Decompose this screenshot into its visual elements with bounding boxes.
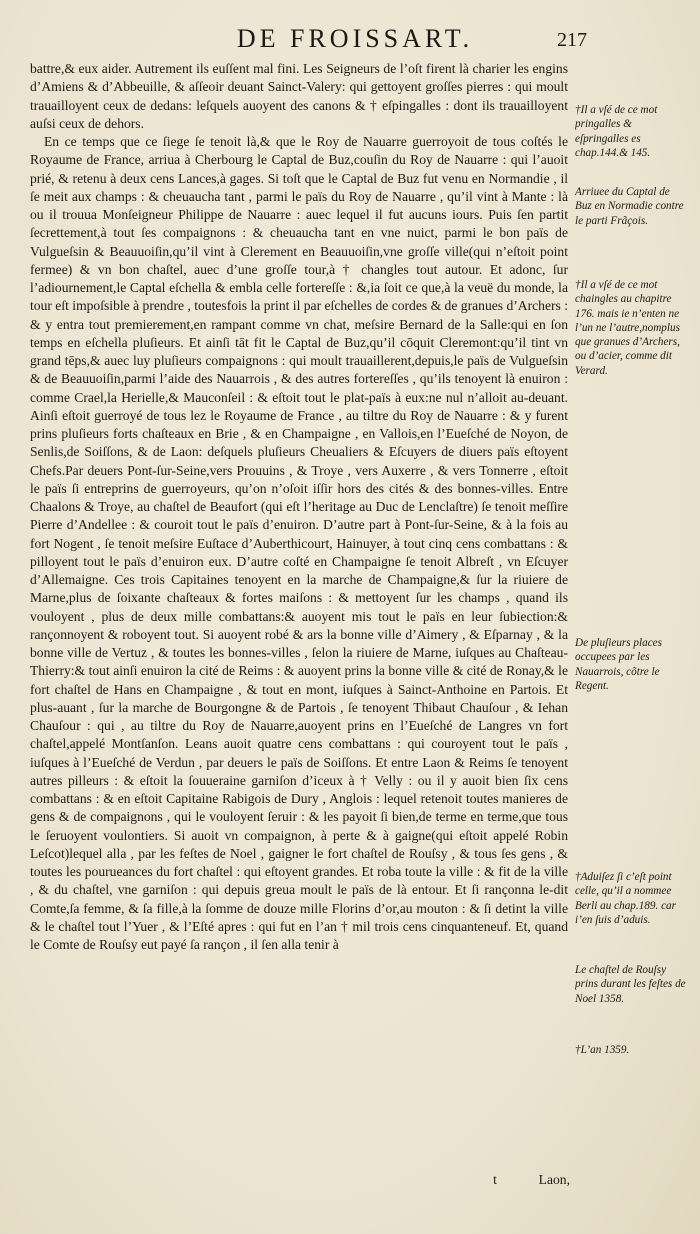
marginal-note-6: Le chaſtel de Rouſsy prins durant les feſtes de Noel 1358.	[575, 964, 686, 1005]
marginal-note-1: †Il a vſé de ce mot pringalles & eſpringalles es chap.144.& 145.	[575, 104, 658, 159]
page-number: 217	[557, 29, 587, 51]
paragraph-2: En ce temps que ce ſiege ſe tenoit là,& que le Roy de Nauarre guerroyoit de tous coſtés le Royaume de France, arriua à Cherbourg le Captal de Buz,couſin du Roy de Nauarre : qui l’auoit prié, & retenu à deux cens Lances,à gages. Si toſt que le Captal de Buz fut venu en Normandie , il ſe meit aux champs : & cheuaucha tant , parmi le païs du Roy de Nauarre , qu’il vint à Mante : là ou il trouua Monſeigneur Philippe de Nauarre : auec lequel il fut aucuns iours. Puis ſen partit ſecrettement,à tout ſes compaignons : & cheuaucha tant en vne nuict, parmi le bon païs de Vulgueſsin & Beauuoiſin,qu’il vint à Clerement en Beauuoiſin,vne groſſe ville(qui n’eſtoit point fermee) & vn bon chaſtel, auec d’une groſſe tour,à † changles tout autour. Et adonc, ſur l’adiournement,le Captal eſchella & embla celle fortereſſe : &,ia ſoit ce que,à la veuë du monde, la tour eſt impoſsible à prendre , toutesfois la print il par eſchelles de cordes & de granues d’Archers : & y entra tout premierement,en rampant comme vn chat, meſsire Bernard de la Salle:qui en ſon temps en eſchella pluſieurs. Et ainſi tāt fit le Captal de Buz,qu’il cōquit Cleremont:qu’il tint vn grand tēps,& auec luy pluſieurs compaignons : qui moult trauaillerent,depuis,le païs de Vulgueſsin & de Beauuoiſin,parmi l’aide des Nauarrois , & des autres fortereſſes , qu’ils tenoyent là enuiron : comme Crael,la Herielle,& Mauconſeil : & eſtoit tout le plat-païs à eux:ne nul n’alloit au-deuant. Ainſi eſtoit guerroyé de tous lez le Royaume de France , au tiltre du Roy de Nauarre : & y furent prins pluſieurs forts chaſteaux en Brie , & en Champaigne , en Vallois,en l’Eueſché de Noyon, de Senlis,de Soiſſons, & de Laon: deſquels pluſieurs Cheualiers & Eſcuyers de diuers païs eſtoyent Chefs.Par deuers Pont-ſur-Seine,vers Prouuins , & Troye , vers Auxerre , & vers Tonnerre , eſtoit le païs ſi entreprins de guerroyeurs, qu’on n’oſoit iſſir hors des cités & des bonnes-villes. Entre Chaalons & Troye, au chaſtel de Beaufort (qui eſt l’heritage au Duc de Lenclaſtre) ſe tenoit meſſire Pierre d’Andellee : & couroit tout le païs d’enuiron. D’autre part à Pont-ſur-Seine, & à la fois au fort Nogent , ſe tenoit meſsire Euſtace d’Auberthicourt, Hainuyer, à tout cinq cens combattans : & pilloyent tout le païs d’enuiron eux. D’autre coſté en Champaigne ſe tenoit Albreſt , vn Eſcuyer d’Allemaigne. Ces trois Capitaines tenoyent en la marche de Champaigne,& ſur la riuiere de Marne,plus de ſoixante chaſteaux & fortes maiſons : & mettoyent ſur les champs , quand ils vouloyent , plus de deux mille combattans:& auoyent mis tout le païs en leur ſubiection:& rançonnoyent & roboyent tout. Si auoyent robé & ars la bonne ville d’Aimery , & Eſparnay , & la bonne ville de Vertuz , & toutes les bonnes-villes , ſelon la riuiere de Marne, iuſques au Chaſteau-Thierry:& tout ainſi enuiron la cité de Reims : & auoyent prins la bonne ville & cité de Ronay,& le fort chaſtel de Hans en Champaigne , & tout en mont, iuſques à Sainct-Anthoine en Partois. Et plus-auant , ſur la marche de Bourgongne & de Partois , ſe tenoyent Thibaut Chauſour , & Iehan Chauſour : qui , au tiltre du Roy de Nauarre,auoyent prins en l’Eueſché de Langres vn fort chaſtel,appelé Montſanſon. Leans auoit quatre cens combattans : qui couroyent tout le païs , iuſques à l’Eueſché de Verdun , par deuers le païs de Soiſſons. Et entre Laon & Reims ſe tenoyent autres pilleurs : & eſtoit la ſouueraine garniſon d’iceux à † Velly : ou il y auoit bien ſix cens combattans : & en eſtoit Capitaine Rabigois de Dury , Anglois : lequel retenoit toutes manieres de gens & de compaignons , qui le vouloyent ſeruir : & les payoit ſi bien,de terme en terme,que tous le ſeruoyent voulontiers. Si auoit vn compaignon, à perte & à gaigne(qui eſtoit appelé Robin Leſcot)lequel alla , par les feſtes de Noel , gaigner le fort chaſtel de Rouſsy , & tous ſes gens , & toutes les pourueances du fort chaſtel : qui eſtoyent grandes. Et roba toute la ville : & fit de la ville , & du chaſtel, vne garniſon : qui depuis greua moult le païs de là entour. Et ſi rançonna le-dit Comte,ſa femme, & ſa fille,à la ſomme de douze mille Florins d’or,au mouton : & ſi detint la ville & le chaſtel tout l’Yuer , & l’Eſté apres : qui fut en l’an † mil trois cens cinquanteneuf. Et, quand le Comte de Rouſsy eut payé ſa rançon , il ſen alla tenir à	[30, 134, 568, 952]
catchword: Laon,	[538, 1172, 570, 1187]
signature-mark: t	[493, 1172, 497, 1187]
marginal-note-4: De pluſieurs places occupees par les Nauarrois, cõtre le Regent.	[575, 637, 662, 692]
marginal-note-7: †L’an 1359.	[575, 1044, 630, 1056]
marginal-note-3: †Il a vſé de ce mot chaingles au chapitre 176. mais ie n’enten ne l’un ne l’autre,nomplus que granues d’Archers, ou d’acier, comme dit Verard.	[575, 279, 680, 377]
marginal-note-2: Arriuee du Captal de Buz en Normadie contre le parti Frãçois.	[575, 186, 684, 227]
marginal-note-5: †Aduiſez ſi c’eſt point celle, qu’il a nommee Berli au chap.189. car i’en ſuis d’aduis.	[575, 871, 676, 926]
running-header: DE FROISSART.	[236, 24, 474, 53]
main-text-column	[30, 60, 568, 1165]
paragraph-1: battre,& eux aider. Autrement ils euſſent mal fini. Les Seigneurs de l’oſt firent là charier les engins d’Amiens & d’Abbeuille, & aſſeoir deuant Sainct-Valery: qui gettoyent groſſes pierres : qui moult trauailloyent ceux de dedans: leſquels auoyent des canons & † eſpingalles : dont ils trauailloyent auſsi ceux de dehors.	[30, 61, 568, 131]
